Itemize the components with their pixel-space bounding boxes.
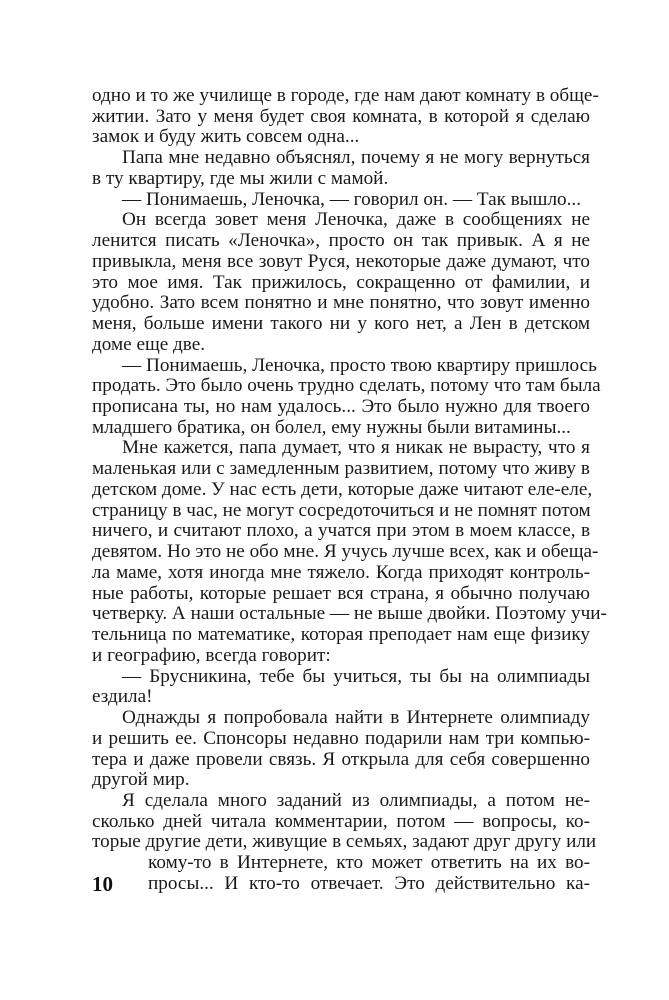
- text-line: другой мир.: [92, 769, 190, 791]
- text-line: и географию, всегда говорит:: [92, 644, 331, 666]
- text-line: тера и даже провели связь. Я открыла для себя совершенно: [92, 748, 590, 770]
- text-line: кому-то в Интернете, кто может ответить на их во-: [148, 852, 590, 874]
- text-line: ные работы, которые решает вся страна, я обычно получаю: [92, 582, 590, 604]
- text-line: детском доме. У нас есть дети, которые даже читают еле-еле,: [92, 478, 593, 500]
- text-line: младшего братика, он болел, ему нужны были витамины...: [92, 416, 571, 438]
- text-line: девятом. Но это не обо мне. Я учусь лучше всех, как и обеща-: [92, 541, 599, 563]
- text-line: замок и буду жить совсем одна...: [92, 126, 360, 148]
- text-line: удобно. Зато всем понятно и мне понятно, что зовут именно: [92, 292, 590, 314]
- text-line: — Понимаешь, Леночка, просто твою квартиру пришлось: [122, 354, 597, 376]
- text-line: ездила!: [92, 686, 153, 708]
- text-line: меня, больше имени такого ни у кого нет, а Лен в детском: [92, 313, 590, 335]
- text-line: Однажды я попробовала найти в Интернете олимпиаду: [122, 707, 590, 729]
- text-line: и решить ее. Спонсоры недавно подарили нам три компью-: [92, 727, 590, 749]
- text-line: просы... И кто-то отвечает. Это действительно ка-: [148, 872, 590, 894]
- text-line: маленькая или с замедленным развитием, потому что живу в: [92, 458, 590, 480]
- text-line: прописана ты, но нам удалось... Это было нужно для твоего: [92, 396, 590, 418]
- page-number: 10: [92, 872, 113, 896]
- text-line: ла маме, хотя иногда мне тяжело. Когда приходят контроль-: [92, 561, 590, 583]
- text-line: сколько дней читала комментарии, потом — вопросы, ко-: [92, 810, 590, 832]
- text-line: четверку. А наши остальные — не выше двойки. Поэтому учи-: [92, 603, 607, 625]
- text-line: Я сделала много заданий из олимпиады, а потом не-: [122, 789, 590, 811]
- text-line: тельница по математике, которая преподает нам еще физику: [92, 624, 590, 646]
- text-line: в ту квартиру, где мы жили с мамой.: [92, 167, 389, 189]
- text-line: страницу в час, не могут сосредоточиться и не помнят потом: [92, 499, 591, 521]
- text-line: это мое имя. Так прижилось, сокращенно от фамилии, и: [92, 271, 590, 293]
- page-body-text: [92, 85, 607, 895]
- text-line: доме еще две.: [92, 333, 206, 355]
- text-line: Мне кажется, папа думает, что я никак не вырасту, что я: [122, 437, 590, 459]
- text-line: — Понимаешь, Леночка, — говорил он. — Так вышло...: [122, 188, 582, 210]
- text-line: торые другие дети, живущие в семьях, задают друг другу или: [92, 831, 597, 853]
- text-line: продать. Это было очень трудно сделать, потому что там была: [92, 375, 601, 397]
- text-line: — Брусникина, тебе бы учиться, ты бы на олимпиады: [122, 665, 590, 687]
- text-line: Он всегда зовет меня Леночка, даже в сообщениях не: [122, 209, 590, 231]
- text-line: Папа мне недавно объяснял, почему я не могу вернуться: [122, 147, 590, 169]
- text-line: житии. Зато у меня будет своя комната, в которой я сделаю: [92, 105, 590, 127]
- text-line: одно и то же училище в городе, где нам дают комнату в обще-: [92, 85, 599, 106]
- text-line: ленится писать «Леночка», просто он так привык. А я не: [92, 230, 590, 252]
- text-line: привыкла, меня все зовут Руся, некоторые даже думают, что: [92, 250, 590, 272]
- text-line: ничего, и считают плохо, а учатся при этом в моем классе, в: [92, 520, 590, 542]
